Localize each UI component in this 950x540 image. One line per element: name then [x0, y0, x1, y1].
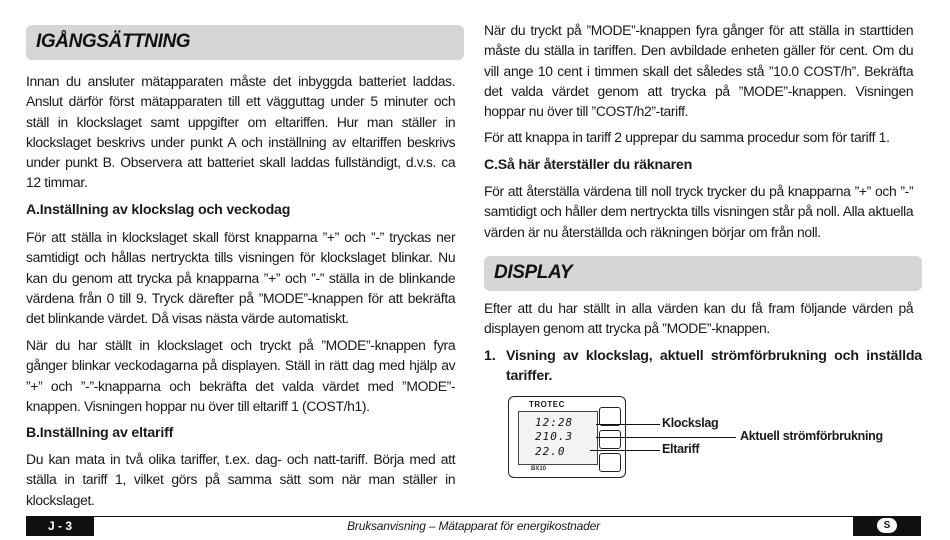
- intro-paragraph: Innan du ansluter mätapparaten måste det inbyggda batteriet laddas. Anslut därför först mätapparaten till ett vägguttag under 5 minuter och ställ in klockslaget samt uppgifter om eltariffen. Hur man ställer in klockslaget beskrivs under punkt A och inställning av eltariffen beskrivs under punkt B. Observera att batteriet skall laddas fullständigt, d.v.s. ca 12 timmar.: [26, 74, 456, 192]
- device-button-bottom: [599, 453, 621, 472]
- footer-rule: [26, 516, 921, 517]
- language-code: S: [877, 518, 897, 533]
- lcd-power-readout: 210.3: [535, 430, 574, 443]
- page-footer: [26, 516, 921, 538]
- callout-line-clock: [596, 424, 660, 425]
- device-button-middle: [599, 430, 621, 449]
- footer-title: Bruksanvisning – Mätapparat för energikostnader: [347, 519, 600, 533]
- tariff-paragraph: När du tryckt på ”MODE”-knappen fyra gånger för att ställa in starttiden måste du ställa in tariffen. Den avbildade enheten gäller för cent. Om du vill ange 10 cent i timmen skall det således stå ”10.0 COST/h”. Bekräfta det valda värdet genom att trycka på ”MODE”-knappen. Visningen hoppar nu över till ”COST/h2”-tariff.: [484, 23, 914, 121]
- callout-line-tariff: [590, 450, 660, 451]
- label-power: Aktuell strömförbrukning: [740, 429, 883, 443]
- tariff2-paragraph: För att knappa in tariff 2 upprepar du samma procedur som för tariff 1.: [484, 130, 890, 146]
- section-banner-igangsattning: [26, 25, 464, 60]
- page-number: J - 3: [26, 516, 94, 536]
- section-banner-display: [484, 256, 922, 291]
- display-heading: DISPLAY: [494, 262, 573, 283]
- callout-line-power: [596, 437, 736, 438]
- display-paragraph: Efter att du har ställt in alla värden kan du få fram följande värden på displayen genom att trycka på ”MODE”-knappen.: [484, 301, 914, 338]
- language-badge: [853, 516, 921, 536]
- label-tariff: Eltariff: [662, 442, 700, 456]
- label-clock: Klockslag: [662, 416, 719, 430]
- device-brand: TROTEC: [529, 400, 565, 409]
- lcd-tariff-readout: 22.0: [535, 445, 566, 458]
- section-c-paragraph: För att återställa värdena till noll tryck trycker du på knapparna ”+” och ”-” samtidigt och håller dem nertryckta tills visningen står på noll. Alla aktuella värden är nu återställda och räkningen börjar om från noll.: [484, 184, 914, 241]
- section-a-paragraph-1: För att ställa in klockslaget skall först knapparna ”+” och ”-” tryckas ner samtidigt och hållas nertryckta tills visningen för klockslaget blinkar. Nu kan du genom att trycka på knapparna ”+” och ”-” ställa in de blinkande värdena från 0 till 9. Tryck därefter på ”MODE”-knappen för att bekräfta det blinkande värdet. Då visas nästa värde automatiskt.: [26, 230, 456, 328]
- subheading-a: A.Inställning av klockslag och veckodag: [26, 202, 291, 218]
- section-a-paragraph-2: När du har ställt in klockslaget och tryckt på ”MODE”-knappen fyra gånger blinkar veckodagarna på displayen. Ställ in rätt dag med hjälp av ”+” och ”-”-knapparna och bekräfta det valda värdet med ”MODE”-knappen. Visningen hoppar nu över till eltariff 1 (COST/h1).: [26, 338, 456, 415]
- lcd-time-readout: 12:28: [535, 416, 574, 429]
- device-model: BX10: [531, 466, 547, 472]
- list-text: Visning av klockslag, aktuell strömförbrukning och inställda tariffer.: [506, 348, 922, 385]
- list-number: 1.: [484, 348, 496, 364]
- subheading-b: B.Inställning av eltariff: [26, 425, 174, 441]
- device-lcd-screen: [518, 411, 598, 465]
- subheading-c: C.Så här återställer du räknaren: [484, 157, 693, 173]
- section-heading: IGÅNGSÄTTNING: [36, 31, 191, 52]
- section-b-paragraph-1: Du kan mata in två olika tariffer, t.ex. dag- och natt-tariff. Börja med att ställa in tariff 1, vilket görs på samma sätt som när man ställer in klockslaget.: [26, 452, 456, 509]
